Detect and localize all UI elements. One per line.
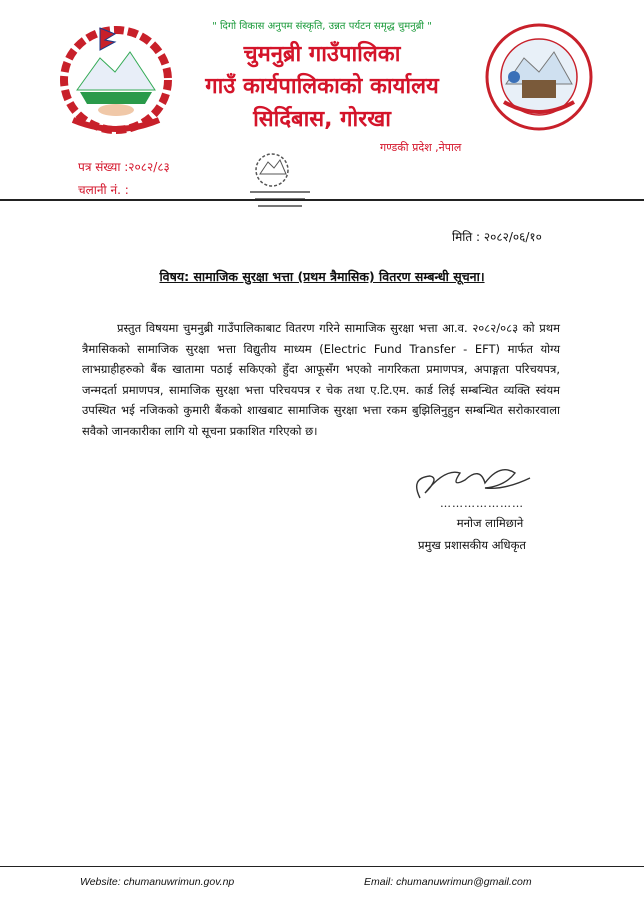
letter-date: मिति : २०८२/०६/१० bbox=[452, 230, 542, 244]
header-divider bbox=[0, 199, 644, 201]
footer-website[interactable]: Website: chumanuwrimun.gov.np bbox=[80, 876, 235, 888]
dispatch-number: चलानी नं. : bbox=[78, 183, 129, 197]
province: गण्डकी प्रदेश ,नेपाल bbox=[380, 141, 462, 154]
signer-name: मनोज लामिछाने bbox=[456, 516, 524, 530]
official-stamp bbox=[240, 152, 330, 216]
notice-body: प्रस्तुत विषयमा चुमनुब्री गाउँपालिकाबाट वितरण गरिने सामाजिक सुरक्षा भत्ता आ.व. २०८२/०८३ को प्रथम त्रैमासिकको सामाजिक सुरक्षा भत्ता विद्युतीय माध्यम (Electric Fund Transfer - EFT) मार्फत योग्य लाभग्राहीहरुको बैंक खातामा पठाई सकिएको हुँदा आफूसँग भएको नागरिकता प्रमाणपत्र, अपाङ्गता परिचयपत्र, जन्मदर्ता प्रमाणपत्र, सामाजिक सुरक्षा भत्ता परिचयपत्र र चेक तथा ए.टि.एम. कार्ड लिई सम्बन्धित व्यक्ति स्वंयम उपस्थित भई नजिकको कुमारी बैंकको शाखबाट सामाजिक सुरक्षा भत्ता रकम बुझिलिनुहुन सम्बन्धित सरोकारवाला सवैको जानकारीका लागि यो सूचना प्रकाशित गरिएको छ। bbox=[82, 321, 560, 438]
footer-email[interactable]: Email: chumanuwrimun@gmail.com bbox=[364, 876, 532, 888]
signer-designation: प्रमुख प्रशासकीय अधिकृत bbox=[418, 538, 526, 552]
motto: " दिगो विकास अनुपम संस्कृति, उन्नत पर्यटन समृद्ध चुमनुब्री " bbox=[212, 21, 432, 32]
footer-divider bbox=[0, 866, 644, 867]
office-location: सिर्दिबास, गोरखा bbox=[253, 107, 391, 132]
municipality-name: चुमनुब्री गाउँपालिका bbox=[243, 42, 401, 67]
letter-number: पत्र संख्या :२०८२/८३ bbox=[78, 160, 170, 174]
signature-line: ………………… bbox=[440, 497, 524, 510]
subject-line: विषय: सामाजिक सुरक्षा भत्ता (प्रथम त्रैमासिक) वितरण सम्बन्धी सूचना। bbox=[159, 269, 485, 284]
office-name: गाउँ कार्यपालिकाको कार्यालय bbox=[205, 74, 439, 99]
